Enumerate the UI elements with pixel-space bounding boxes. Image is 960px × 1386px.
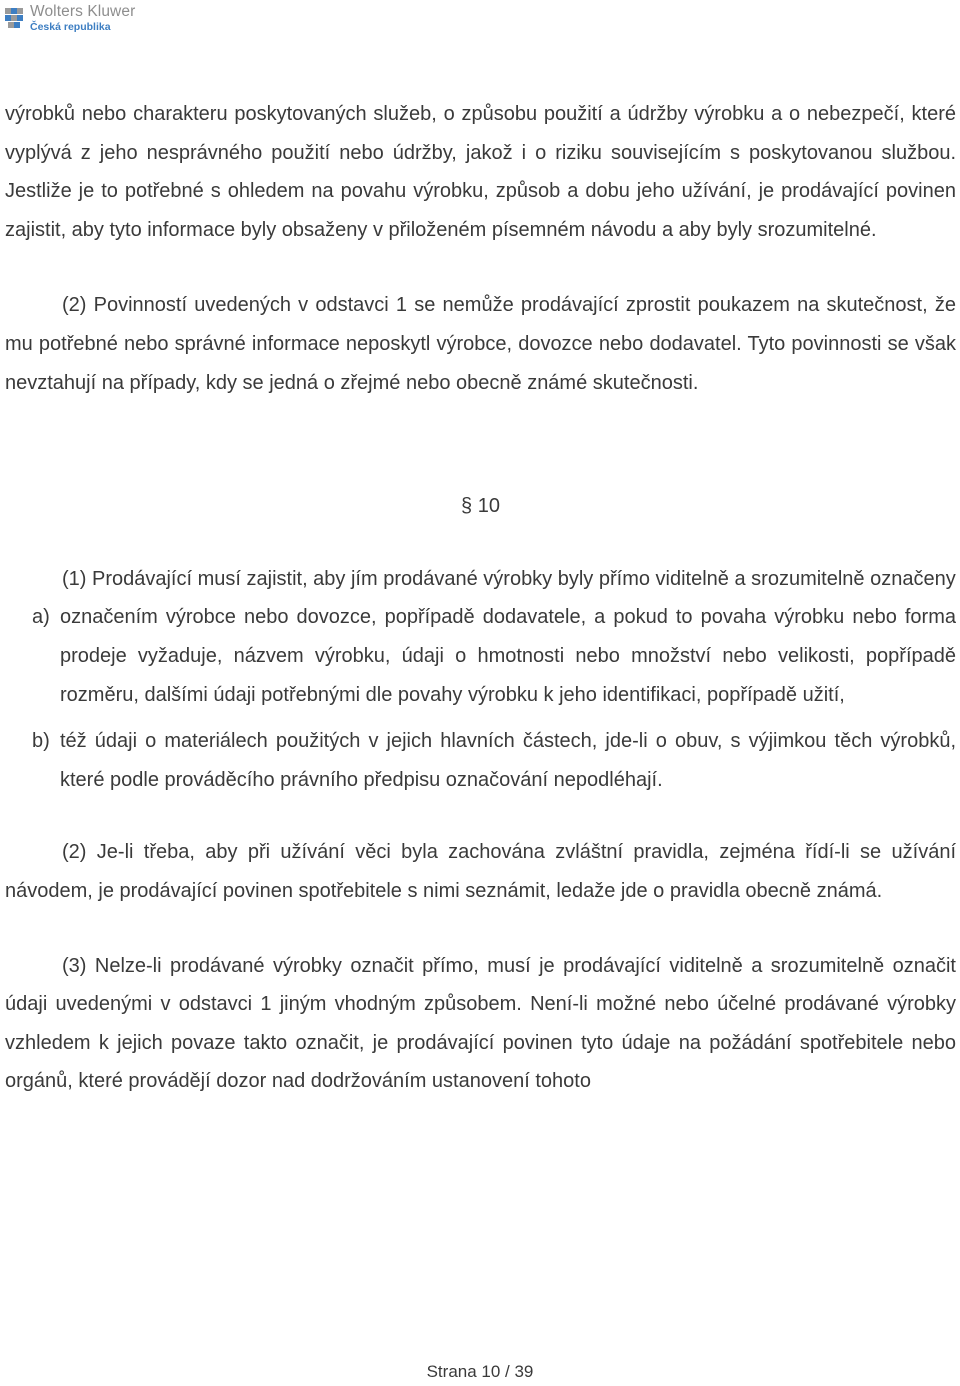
paragraph-section-2: (2) Je-li třeba, aby při užívání věci byla zachována zvláštní pravidla, zejména řídí-li se užívání návodem, je prodávající povinen spotřebitele s nimi seznámit, ledaže jde o pravidla obecně známá. (5, 841, 956, 902)
logo-brand: Wolters Kluwer (30, 3, 136, 20)
item-list (5, 598, 956, 799)
list-item-label: b) (32, 730, 50, 753)
list-item (5, 722, 956, 799)
list-item-label: a) (32, 606, 50, 629)
page-number: Strana 10 / 39 (426, 1362, 534, 1381)
list-item-text: též údaji o materiálech použitých v jejich hlavních částech, jde-li o obuv, s výjimkou těch výrobků, které podle prováděcího právního předpisu označování nepodléhají. (60, 730, 956, 791)
publisher-logo (4, 4, 135, 32)
paragraph-2: (2) Povinností uvedených v odstavci 1 se nemůže prodávající zprostit poukazem na skutečnost, že mu potřebné nebo správné informace neposkytl výrobce, dovozce nebo dodavatel. Tyto povinnosti se však nevztahují na případy, kdy se jedná o zřejmé nebo obecně známé skutečnosti. (5, 294, 956, 394)
section-heading: § 10 (461, 495, 500, 518)
logo-subtitle: Česká republika (30, 20, 111, 33)
paragraph-section-1: (1) Prodávající musí zajistit, aby jím prodávané výrobky byly přímo viditelně a srozumitelně označeny (62, 567, 956, 590)
list-item-text: označením výrobce nebo dovozce, popřípadě dodavatele, a pokud to povaha výrobku nebo forma prodeje vyžaduje, názvem výrobku, údaji o hmotnosti nebo množství nebo velikosti, popřípadě rozměru, dalšími údaji potřebnými dle povahy výrobku k jeho identifikaci, popřípadě užití, (60, 606, 956, 706)
document-page (5, 95, 956, 1101)
list-item (5, 598, 956, 714)
paragraph-continued: výrobků nebo charakteru poskytovaných služeb, o způsobu použití a údržby výrobku a o nebezpečí, které vyplývá z jeho nesprávného použití nebo údržby, jakož i o riziku souvisejícím s poskytovanou službou. Jestliže je to potřebné s ohledem na povahu výrobku, způsob a dobu jeho užívání, je prodávající povinen zajistit, aby tyto informace byly obsaženy v přiloženém písemném návodu a aby byly srozumitelné. (5, 103, 956, 241)
wolters-kluwer-logo-icon (4, 7, 24, 29)
paragraph-section-3: (3) Nelze-li prodávané výrobky označit přímo, musí je prodávající viditelně a srozumitelně označit údaji uvedenými v odstavci 1 jiným vhodným způsobem. Není-li možné nebo účelné prodávané výrobky vzhledem k jejich povaze takto označit, je prodávající povinen tyto údaje na požádání spotřebitele nebo orgánů, které provádějí dozor nad dodržováním ustanovení tohoto (5, 954, 956, 1093)
